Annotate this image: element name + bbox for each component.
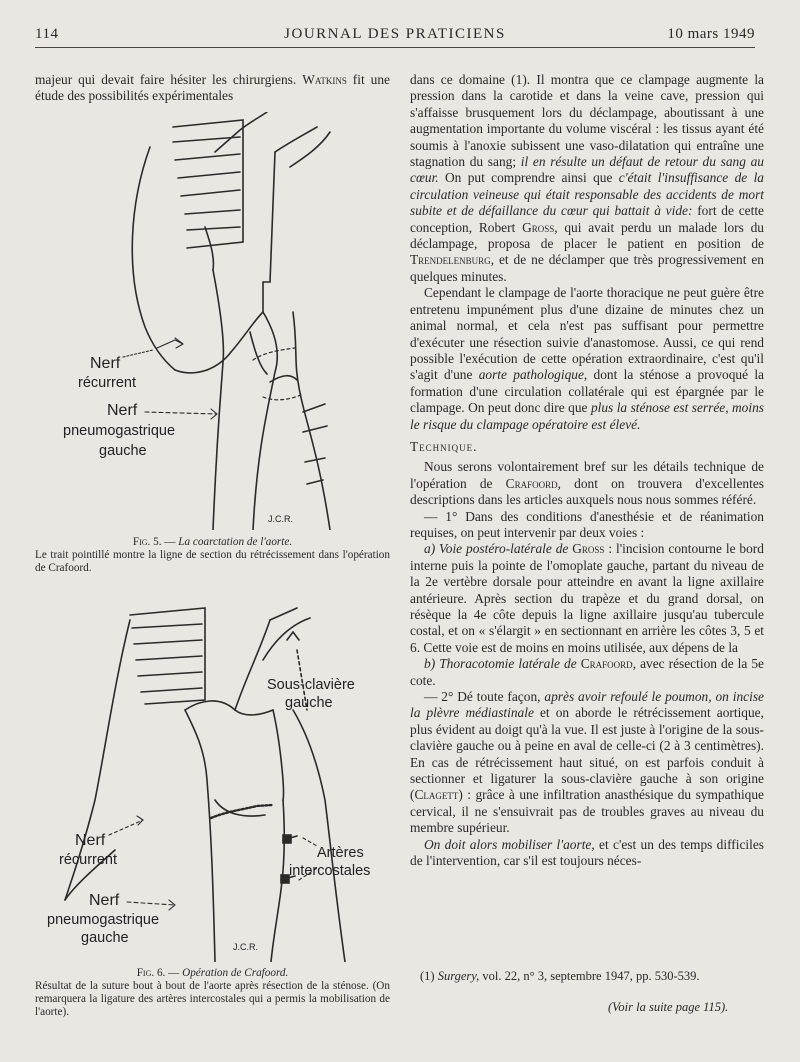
footnote: (1) Surgery, vol. 22, n° 3, septembre 1947, pp. 530-539. bbox=[420, 969, 700, 983]
fig6-label-nerf-recurrent-1: Nerf bbox=[75, 832, 106, 849]
fig6-label-nerf-pneumo-2: pneumogastrique bbox=[47, 912, 160, 928]
fig5-caption-body: Le trait pointillé montre la ligne de section du rétrécissement dans l'opération de Crafoord. bbox=[35, 549, 390, 574]
fig6-label-arteres-1: Artères bbox=[317, 845, 364, 861]
fig5-aorta bbox=[132, 112, 330, 530]
paragraph-1: dans ce domaine (1). Il montra que ce clampage augmente la pression dans la carotide et dans la veine cave, pression qui s'affaisse brusquement lors du déclampage, aboutissant à une augmentation importante du volume viscéral : les tissus ayant été soumis à l'anoxie subissent une vaso-dilatation qui entraîne une stagnation du sang; il en résulte un défaut de retour du sang au cœur. On put comprendre ainsi que c'était l'insuffisance de la circulation veineuse qui était responsable des accidents de mort subite et de défaillance du cœur qui battait à vide: fort de cette conception, Robert Gross, qui avait perdu un malade lors du déclampage, proposa de placer le patient en position de Trendelenburg, et de ne déclamper que très progressivement en quelques minutes. bbox=[410, 72, 764, 284]
fig6-label-nerf-pneumo-1: Nerf bbox=[89, 892, 120, 909]
header-rule bbox=[35, 47, 755, 48]
section-heading-technique: Technique. bbox=[410, 438, 478, 454]
running-header bbox=[35, 26, 755, 48]
fig6-caption-title: Fig. 6. — Opération de Crafoord. bbox=[136, 967, 289, 979]
paragraph-3: Nous serons volontairement bref sur les détails technique de l'opération de Crafoord, dont on trouvera d'excellentes descriptions dans les articles auxquels nous nous sommes référé. bbox=[410, 459, 764, 508]
intro-line2: fit une étude des possibilités expérimentales bbox=[35, 72, 390, 104]
continuation-note: (Voir la suite page 115). bbox=[608, 1000, 729, 1014]
fig6-artist-initials: J.C.R. bbox=[233, 942, 259, 952]
paragraph-2: Cependant le clampage de l'aorte thoracique ne peut guère être entretenu impunément plus d'une dizaine de minutes chez un animal normal, et cela n'est pas suffisant pour permettre d'exécuter une résection suivie d'anastomose. Aussi, ce qui rend possible l'exécution de cette opération extraordinaire, c'est qu'il s'agit d'une aorte pathologique, dont la sténose a provoqué la formation d'une circulation collatérale qui est épargnée par le clampage. On peut donc dire que plus la sténose est serrée, moins le risque du clampage opératoire est élevé. bbox=[410, 285, 764, 432]
author-name-clagett: Clagett bbox=[414, 787, 459, 803]
fig6-label-sous-claviere-1: Sous-clavière bbox=[267, 677, 355, 693]
fig6-label-nerf-pneumo-3: gauche bbox=[81, 930, 129, 946]
fig6-caption-body: Résultat de la suture bout à bout de l'aorte après résection de la sténose. (On remarquera la ligature des artères intercostales qui a permis la mobilisation de l'aorte). bbox=[35, 980, 390, 1018]
fig5-label-nerf-recurrent-2: récurrent bbox=[78, 375, 137, 391]
fig6-ribs bbox=[130, 608, 205, 704]
author-name-watkins: Watkins bbox=[302, 72, 347, 87]
right-column bbox=[410, 72, 764, 870]
fig5-ribs bbox=[173, 120, 243, 248]
fig5-label-nerf-pneumo-3: gauche bbox=[99, 443, 147, 459]
issue-date: 10 mars 1949 bbox=[667, 26, 755, 42]
figure-5-caption bbox=[35, 536, 390, 575]
figure-6-caption bbox=[35, 967, 390, 1019]
paragraph-6: b) Thoracotomie latérale de Crafoord, avec résection de la 5e cote. bbox=[410, 656, 765, 688]
fig5-caption-title: Fig. 5. — La coarctation de l'aorte. bbox=[132, 536, 293, 548]
paragraph-7: — 2° Dé toute façon, après avoir refoulé le poumon, on incise la plèvre médiastinale et on aborde le rétrécissement aortique, plus évident au doigt qu'à la vue. Il est juste à l'origine de la sous-clavière gauche ou à peine en aval de celle-ci (2 à 3 centimètres). En cas de rétrécissement haut situé, on est parfois conduit à sectionner et ligaturer la sous-clavière gauche à son origine (Clagett) : grâce à une infiltration anasthésique du sympathique cervical, il ne s'ensuivrait pas de troubles graves au niveau du membre supérieur. bbox=[410, 689, 765, 836]
author-name-trendelenburg: Trendelenburg bbox=[410, 252, 491, 268]
fig5-artist-initials: J.C.R. bbox=[268, 514, 294, 524]
paragraph-8: On doit alors mobiliser l'aorte, et c'est un des temps difficiles de l'intervention, car s'il est toujours néces- bbox=[410, 836, 764, 869]
left-column-intro bbox=[35, 72, 390, 105]
fig6-label-nerf-recurrent-2: récurrent bbox=[59, 852, 118, 868]
author-name-gross: Gross bbox=[522, 219, 555, 235]
paragraph-5: a) Voie postéro-latérale de Gross : l'incision contourne le bord interne puis la pointe de l'omoplate gauche, partant du niveau de la 2e vertèbre dorsale pour atteindre en avant la ligne axillaire antérieure. Après section du trapèze et du grand dorsal, on résèque la 4e côte depuis la ligne axillaire jusqu'au tubercule costal, et on « s'élargit » en sectionnant en arrière les côtes 3, 5 et 6. Cette voie est de moins en moins utilisée, aux dépens de la bbox=[410, 541, 764, 655]
journal-title: JOURNAL DES PRATICIENS bbox=[284, 26, 506, 42]
fig6-label-sous-claviere-2: gauche bbox=[285, 695, 333, 711]
figure-6-drawing bbox=[35, 600, 390, 962]
intro-line1: majeur qui devait faire hésiter les chirurgiens. bbox=[35, 72, 297, 87]
paragraph-4: — 1° Dans des conditions d'anesthésie et de réanimation requises, on peut intervenir par deux voies : bbox=[410, 508, 764, 540]
fig5-label-nerf-pneumo-2: pneumogastrique bbox=[63, 423, 176, 439]
fig6-label-arteres-2: intercostales bbox=[289, 863, 371, 879]
fig5-branches bbox=[303, 404, 327, 484]
author-name-crafoord: Crafoord bbox=[505, 475, 558, 491]
figure-5-drawing bbox=[35, 112, 390, 530]
fig5-label-nerf-recurrent-1: Nerf bbox=[90, 355, 121, 372]
page-number: 114 bbox=[35, 26, 59, 42]
fig5-label-nerf-pneumo-1: Nerf bbox=[107, 402, 138, 419]
intro-paragraph bbox=[35, 72, 390, 105]
